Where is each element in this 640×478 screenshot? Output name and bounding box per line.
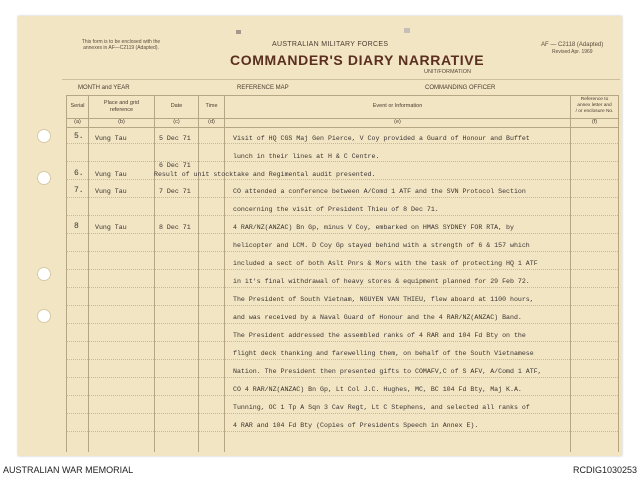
enclosure-note-line: annexes in AF—C2119 (Adapted). [83,45,159,51]
col-rule [88,95,89,452]
row-serial: 5. [74,132,84,141]
col-head-place-line: reference [109,107,134,113]
col-head-place [89,100,154,114]
commanding-officer-label: COMMANDING OFFICER [425,85,496,91]
event-line: 4 RAR/NZ(ANZAC) Bn Gp, minus V Coy, embarked on HMAS SYDNEY FOR RTA, by [233,224,514,231]
ruling-line [67,179,618,180]
month-year-label: MONTH and YEAR [78,85,130,91]
enclosure-note [80,39,162,51]
event-line: Nation. The President then presented gifts to COMAFV,C of S AFV, A/Comd 1 ATF, [233,368,542,375]
col-head-place-line: Place and grid [103,100,140,106]
col-rule [570,95,571,452]
row-place: Vung Tau [95,188,127,195]
col-rule [618,95,619,452]
ruling-line [67,413,618,414]
col-head-reference-line: annex letter and [577,103,612,108]
ruling-line [67,233,618,234]
event-line: The President addressed the assembled ranks of 4 RAR and 104 Fd Bty on the [233,332,526,339]
col-head-reference-line: Reference to [580,97,609,102]
unit-formation-label: UNIT/FORMATION [424,69,471,75]
divider [62,79,620,80]
event-line: in it's final withdrawal of heavy stores & equipment planned for 29 Feb 72. [233,278,530,285]
event-line: lunch in their lines at H & C Centre. [233,153,380,160]
col-head-date: Date [170,103,183,109]
ruling-line [67,431,618,432]
event-line: Result of unit stocktake and Regimental audit presented. [154,171,376,178]
ruling-line [67,269,618,270]
event-line: and was received by a Naval Guard of Honour and the 4 RAR/NZ(ANZAC) Band. [233,314,522,321]
event-line: Tunning, OC 1 Tp A Sqn 3 Cav Regt, Lt C Stephens, and selected all ranks of [233,404,530,411]
col-rule [224,95,225,452]
punch-hole [37,267,51,281]
event-line: helicopter and LCM. D Coy Gp stayed behind with a strength of 6 & 157 which [233,242,530,249]
table-top-rule [66,95,618,96]
stray-mark [404,28,410,33]
event-line: included a sect of both Aslt Pnrs & Mors with the task of protecting HQ 1 ATF [233,260,538,267]
stray-mark [236,30,241,34]
row-date: 7 Dec 71 [159,188,191,195]
col-key: (f) [591,119,598,125]
form-code: AF — C2118 (Adapted) [541,42,604,48]
reference-map-label: REFERENCE MAP [237,85,289,91]
diary-page [18,16,622,456]
col-key: (d) [208,119,215,125]
ruling-line [67,323,618,324]
col-head-reference [571,97,618,115]
event-line: The President of South Vietnam, NGUYEN VAN THIEU, flew aboard at 1100 hours, [233,296,534,303]
page-title: COMMANDER'S DIARY NARRATIVE [230,52,485,68]
event-line: flight deck thanking and farewelling them, on behalf of the South Vietnamese [233,350,534,357]
enclosure-note-line: This form is to be enclosed with the [81,39,161,45]
col-key: (c) [173,119,180,125]
row-place: Vung Tau [95,171,127,178]
row-serial: 6. [74,169,84,178]
event-line: 4 RAR and 104 Fd Bty (Copies of Presidents Speech in Annex E). [233,422,479,429]
col-key: (a) [74,119,81,125]
col-rule [154,95,155,452]
organisation-name: AUSTRALIAN MILITARY FORCES [272,41,389,48]
col-head-reference-line: / or enclosure No. [575,109,614,114]
ruling-line [67,305,618,306]
ruling-line [67,251,618,252]
event-line: CO 4 RAR/NZ(ANZAC) Bn Gp, Lt Col J.C. Hughes, MC, BC 104 Fd Bty, Maj K.A. [233,386,522,393]
col-head-event: Event or Information [372,103,423,109]
ruling-line [67,377,618,378]
punch-hole [37,171,51,185]
table-keys-rule [66,127,618,128]
archive-footer-right: RCDIG1030253 [572,465,637,475]
ruling-line [67,161,618,162]
row-date: 6 Dec 71 [159,162,191,169]
event-line: CO attended a conference between A/Comd 1 ATF and the SVN Protocol Section [233,188,526,195]
ruling-line [67,341,618,342]
col-head-serial: Serial [70,103,85,109]
row-serial: 8 [74,222,79,231]
row-date: 8 Dec 71 [159,224,191,231]
revision-date: Revised Apr. 1969 [552,49,593,55]
event-line: Visit of HQ CGS Maj Gen Pierce, V Coy provided a Guard of Honour and Buffet [233,135,530,142]
ruling-line [67,359,618,360]
col-key: (b) [118,119,125,125]
row-place: Vung Tau [95,135,127,142]
col-head-time: Time [205,103,218,109]
punch-hole [37,129,51,143]
event-line: concerning the visit of President Thieu of 8 Dec 71. [233,206,439,213]
ruling-line [67,197,618,198]
col-rule [66,95,67,452]
punch-hole [37,309,51,323]
ruling-line [67,287,618,288]
ruling-line [67,143,618,144]
ruling-line [67,395,618,396]
row-serial: 7. [74,186,84,195]
col-rule [198,95,199,452]
row-date: 5 Dec 71 [159,135,191,142]
ruling-line [67,215,618,216]
col-key: (e) [394,119,401,125]
row-place: Vung Tau [95,224,127,231]
archive-footer-left: AUSTRALIAN WAR MEMORIAL [3,465,134,475]
